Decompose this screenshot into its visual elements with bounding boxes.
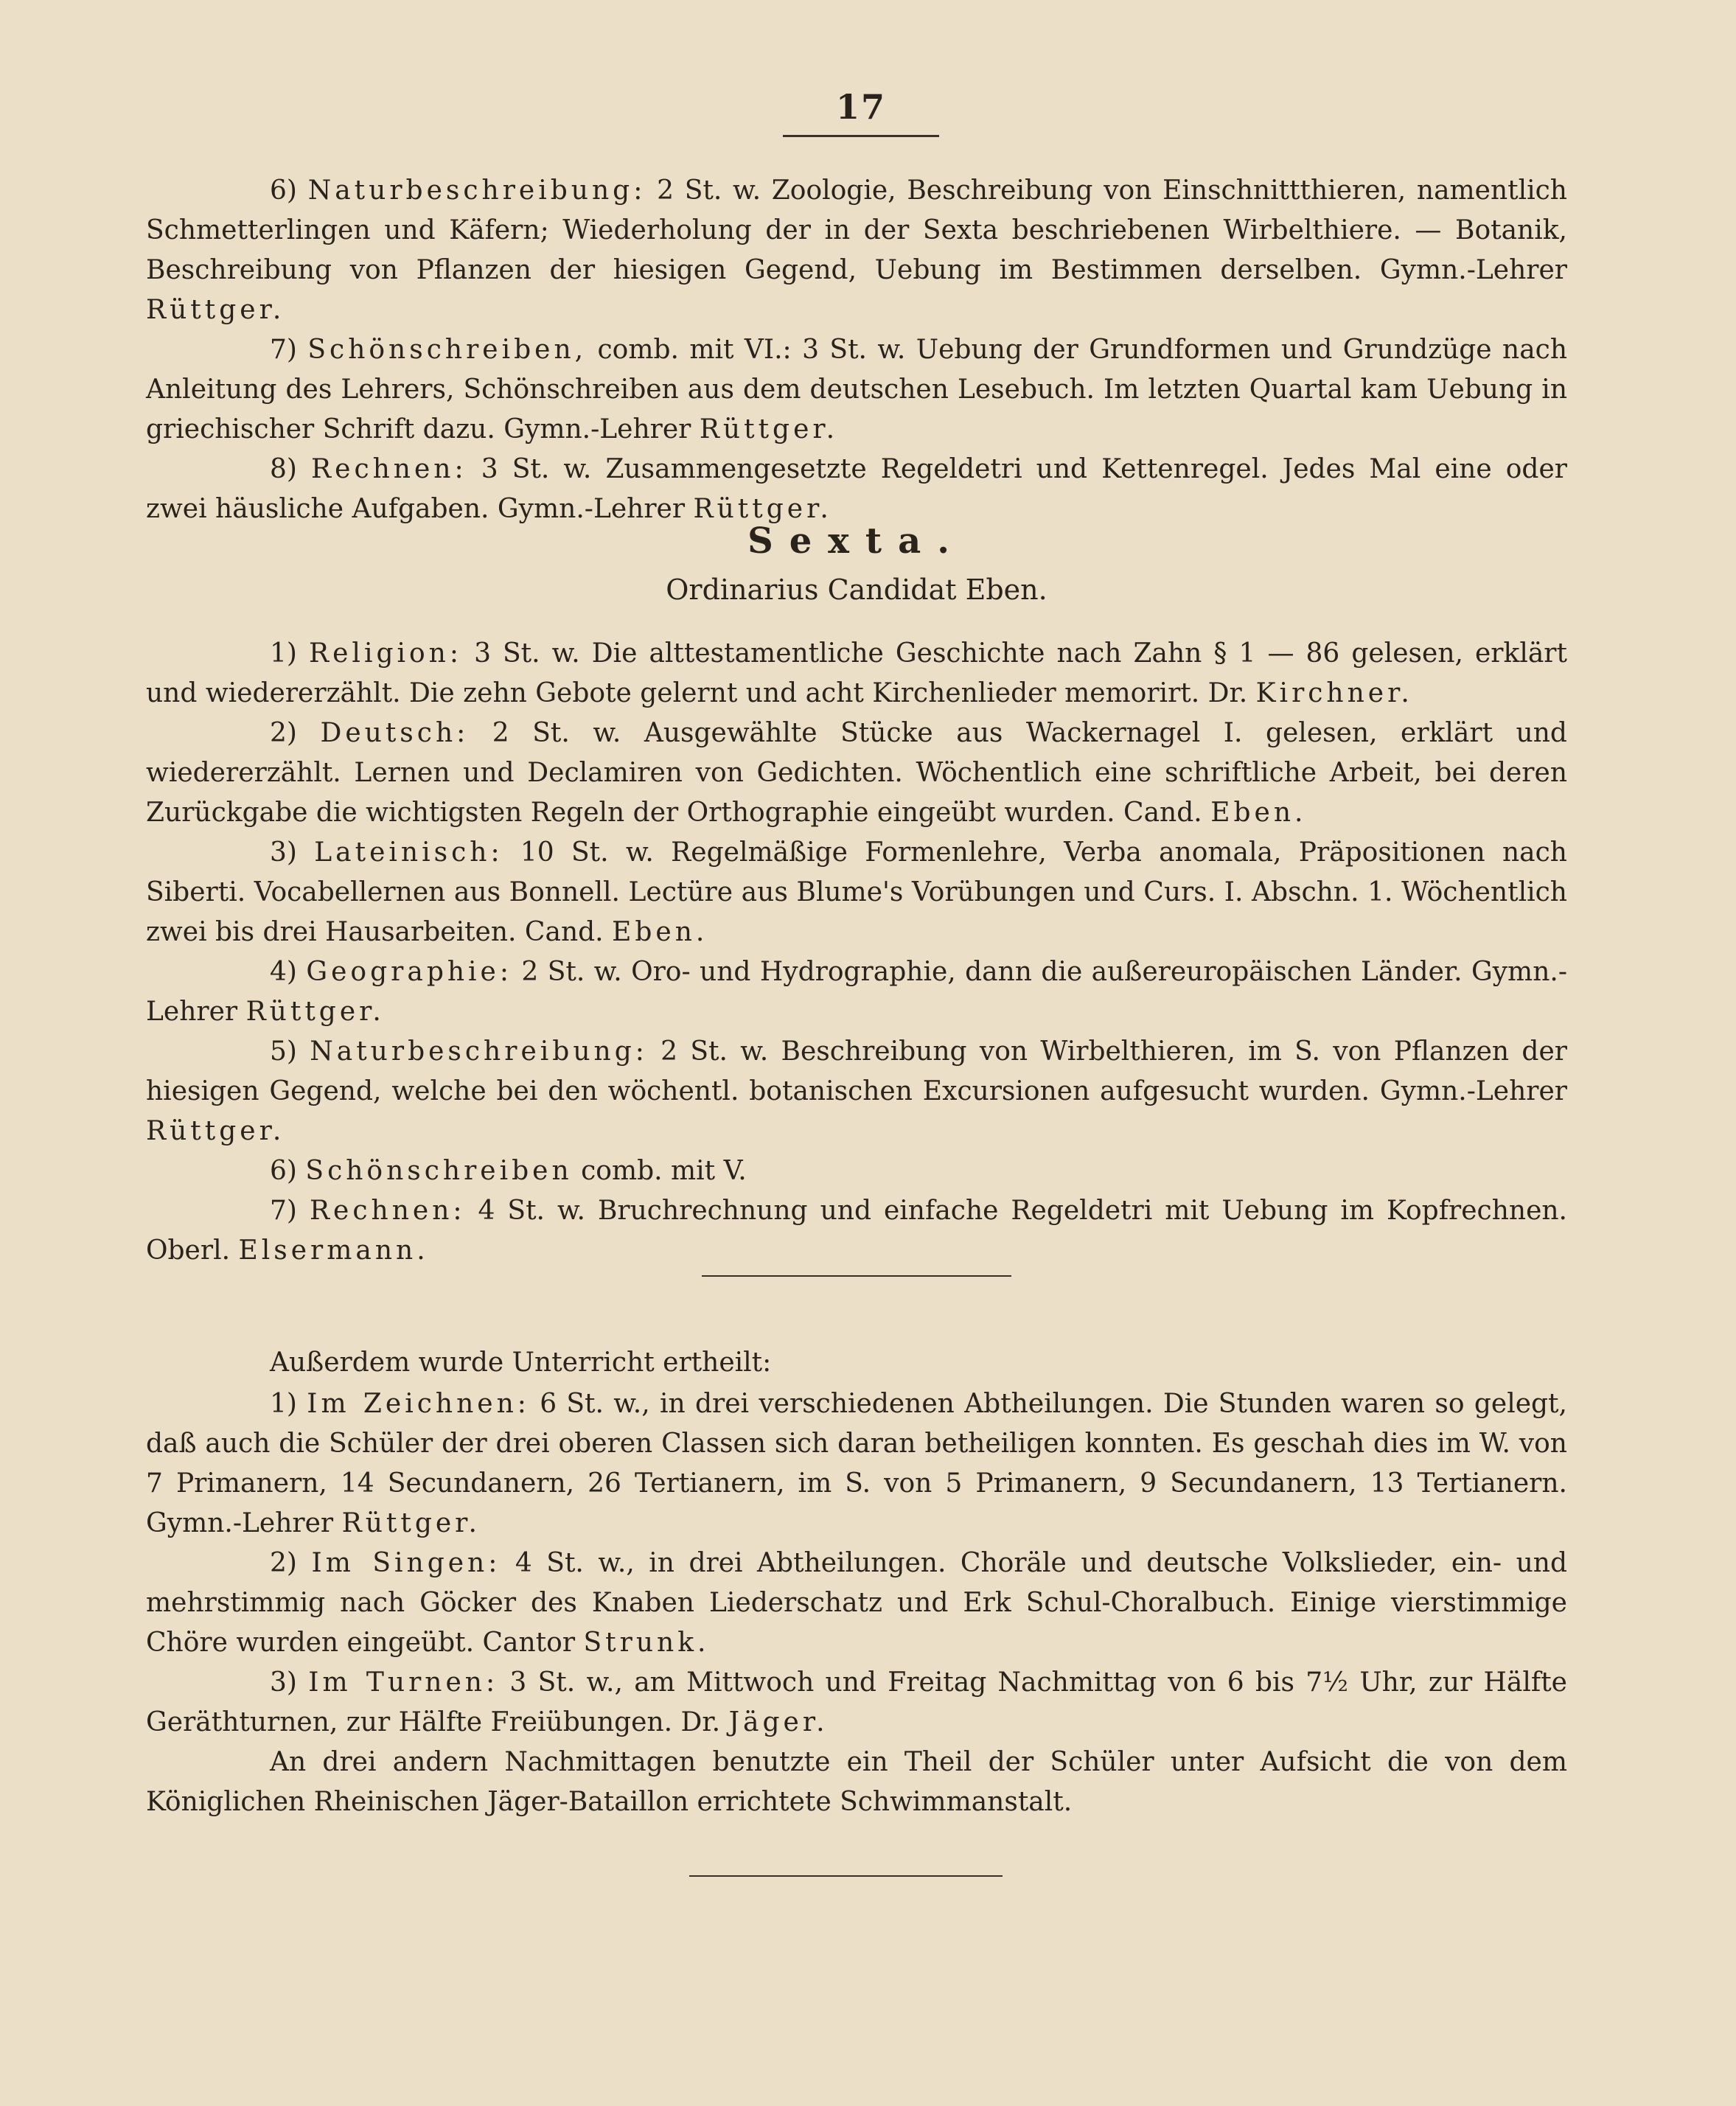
sexta-items [146,634,1567,1271]
section-title: Sexta. [747,520,966,562]
teacher-name: Rüttger. [699,414,839,444]
teacher-name: Kirchner. [1255,678,1413,708]
teacher-name: Eben. [1210,798,1307,828]
subject-label: Naturbeschreibung: [310,1036,648,1067]
list-item: 2) Deutsch: 2 St. w. Ausgewählte Stücke aus Wackernagel I. gelesen, erklärt und wiedererzählt. Lernen und Declamiren von Gedichten. Wöchentlich eine schriftliche Arbeit, bei deren Zurückgabe die wichtigsten Regeln der Orthographie eingeübt wurden. Cand. Eben. [146,718,1567,828]
list-item: 7) Schönschreiben, comb. mit VI.: 3 St. w. Uebung der Grundformen und Grundzüge nach Anleitung des Lehrers, Schönschreiben aus dem deutschen Lesebuch. Im letzten Quartal kam Uebung in griechischer Schrift dazu. Gymn.-Lehrer Rüttger. [146,335,1568,444]
subject-label: Geographie: [306,957,512,987]
list-item: 7) Rechnen: 4 St. w. Bruchrechnung und einfache Regeldetri mit Uebung im Kopfrechnen. Oberl. Elsermann. [146,1196,1567,1266]
section-subtitle: Ordinarius Candidat Eben. [666,573,1047,606]
item-text: 3 St. w. Zusammengesetzte Regeldetri und Kettenregel. Jedes Mal eine oder zwei häusliche Aufgaben. Gymn.-Lehrer [146,454,1567,524]
page-number: 17 [835,87,886,127]
subject-label: Naturbeschreibung: [307,175,646,206]
item-text: 4 St. w. Bruchrechnung und einfache Regeldetri mit Uebung im Kopfrechnen. Oberl. [146,1196,1567,1266]
page-number-rule [783,135,939,137]
list-item: 5) Naturbeschreibung: 2 St. w. Beschreibung von Wirbelthieren, im S. von Pflanzen der hiesigen Gegend, welche bei den wöchentl. botanischen Excursionen aufgesucht wurden. Gymn.-Lehrer Rüttger. [146,1036,1567,1146]
top-items [146,171,1567,529]
item-text: 6 St. w., in drei verschiedenen Abtheilungen. Die Stunden waren so gelegt, daß auch die Schüler der drei oberen Classen sich daran betheiligen konnten. Es geschah dies im W. von 7 Primanern, 14 Secundanern, 26 Tertianern, im S. von 5 Primanern, 9 Secundanern, 13 Tertianern. Gymn.-Lehrer [146,1389,1567,1538]
item-text: comb. mit VI.: 3 St. w. Uebung der Grundformen und Grundzüge nach Anleitung des Lehrers, Schönschreiben aus dem deutschen Lesebuch. Im letzten Quartal kam Uebung in griechischer Schrift dazu. Gymn.-Lehrer [146,335,1568,444]
list-item: 3) Lateinisch: 10 St. w. Regelmäßige Formenlehre, Verba anomala, Präpositionen nach Siberti. Vocabellernen aus Bonnell. Lectüre aus Blume's Vorübungen und Curs. I. Abschn. 1. Wöchentlich zwei bis drei Hausarbeiten. Cand. Eben. [146,837,1567,947]
extra-heading: Außerdem wurde Unterricht ertheilt: [270,1347,772,1378]
teacher-name: Rüttger. [245,997,385,1027]
subject-label: Schönschreiben, [307,335,588,365]
subject-label: Im Zeichnen: [307,1389,530,1419]
list-item: 4) Geographie: 2 St. w. Oro- und Hydrographie, dann die außereuropäischen Länder. Gymn.-Lehrer Rüttger. [146,957,1567,1027]
end-divider [689,1875,1003,1877]
list-item: 6) Naturbeschreibung: 2 St. w. Zoologie, Beschreibung von Einschnittthieren, namentlich Schmetterlingen und Käfern; Wiederholung der in der Sexta beschriebenen Wirbelthiere. — Botanik, Beschreibung von Pflanzen der hiesigen Gegend, Uebung im Bestimmen derselben. Gymn.-Lehrer Rüttger. [146,175,1567,325]
item-text: 2 St. w. Ausgewählte Stücke aus Wackernagel I. gelesen, erklärt und wiedererzählt. Lernen und Declamiren von Gedichten. Wöchentlich eine schriftliche Arbeit, bei deren Zurückgabe die wichtigsten Regeln der Orthographie eingeübt wurden. Cand. [146,718,1567,828]
list-item: 3) Im Turnen: 3 St. w., am Mittwoch und Freitag Nachmittag von 6 bis 7½ Uhr, zur Hälfte Geräthturnen, zur Hälfte Freiübungen. Dr. Jäger. [146,1667,1567,1737]
subject-label: Religion: [309,638,462,669]
list-item: 1) Religion: 3 St. w. Die alttestamentliche Geschichte nach Zahn § 1 — 86 gelesen, erklärt und wiedererzählt. Die zehn Gebote gelernt und acht Kirchenlieder memorirt. Dr. Kirchner. [146,638,1567,708]
subject-label: Im Turnen: [308,1667,499,1698]
list-item: 2) Im Singen: 4 St. w., in drei Abtheilungen. Choräle und deutsche Volkslieder, ein- und mehrstimmig nach Göcker des Knaben Liederschatz und Erk Schul-Choralbuch. Einige vierstimmige Chöre wurden eingeübt. Cantor Strunk. [146,1548,1568,1658]
item-text: 2 St. w. Beschreibung von Wirbelthieren, im S. von Pflanzen der hiesigen Gegend, welche bei den wöchentl. botanischen Excursionen aufgesucht wurden. Gymn.-Lehrer [146,1036,1567,1106]
subject-label: Rechnen: [311,454,467,484]
list-item: 6) Schönschreiben comb. mit V. [270,1156,747,1186]
teacher-name: Rüttger. [693,494,832,524]
subject-label: Rechnen: [309,1196,466,1226]
teacher-name: Eben. [612,917,708,947]
closing-paragraph: An drei andern Nachmittagen benutzte ein Theil der Schüler unter Aufsicht die von dem Königlichen Rheinischen Jäger-Bataillon errichtete Schwimmanstalt. [146,1747,1567,1817]
item-text: comb. mit V. [581,1156,747,1186]
teacher-name: Rüttger. [341,1508,481,1538]
teacher-name: Jäger. [728,1707,829,1737]
list-item: 1) Im Zeichnen: 6 St. w., in drei verschiedenen Abtheilungen. Die Stunden waren so gelegt, daß auch die Schüler der drei oberen Classen sich daran betheiligen konnten. Es geschah dies im W. von 7 Primanern, 14 Secundanern, 26 Tertianern, im S. von 5 Primanern, 9 Secundanern, 13 Tertianern. Gymn.-Lehrer Rüttger. [146,1389,1567,1538]
item-text: 2 St. w. Zoologie, Beschreibung von Einschnittthieren, namentlich Schmetterlingen und Käfern; Wiederholung der in der Sexta beschriebenen Wirbelthiere. — Botanik, Beschreibung von Pflanzen der hiesigen Gegend, Uebung im Bestimmen derselben. Gymn.-Lehrer [146,175,1567,285]
subject-label: Deutsch: [320,718,470,748]
item-text: 3 St. w. Die alttestamentliche Geschichte nach Zahn § 1 — 86 gelesen, erklärt und wiedererzählt. Die zehn Gebote gelernt und acht Kirchenlieder memorirt. Dr. [146,638,1567,708]
item-text: 2 St. w. Oro- und Hydrographie, dann die außereuropäischen Länder. Gymn.-Lehrer [146,957,1567,1027]
teacher-name: Rüttger. [146,295,285,325]
subject-label: Schönschreiben [305,1156,573,1186]
item-text: 10 St. w. Regelmäßige Formenlehre, Verba anomala, Präpositionen nach Siberti. Vocabellernen aus Bonnell. Lectüre aus Blume's Vorübungen und Curs. I. Abschn. 1. Wöchentlich zwei bis drei Hausarbeiten. Cand. [146,837,1567,947]
teacher-name: Elsermann. [238,1235,429,1266]
list-item: 8) Rechnen: 3 St. w. Zusammengesetzte Regeldetri und Kettenregel. Jedes Mal eine oder zwei häusliche Aufgaben. Gymn.-Lehrer Rüttger. [146,454,1567,524]
item-text: 3 St. w., am Mittwoch und Freitag Nachmittag von 6 bis 7½ Uhr, zur Hälfte Geräthturnen, zur Hälfte Freiübungen. Dr. [146,1667,1567,1737]
subject-label: Lateinisch: [314,837,503,868]
teacher-name: Strunk. [583,1628,710,1658]
section-divider [702,1275,1011,1277]
extra-instruction [146,1343,1567,1822]
teacher-name: Rüttger. [146,1116,285,1146]
item-text: 4 St. w., in drei Abtheilungen. Choräle und deutsche Volkslieder, ein- und mehrstimmig nach Göcker des Knaben Liederschatz und Erk Schul-Choralbuch. Einige vierstimmige Chöre wurden eingeübt. Cantor [146,1548,1568,1658]
subject-label: Im Singen: [311,1548,501,1578]
